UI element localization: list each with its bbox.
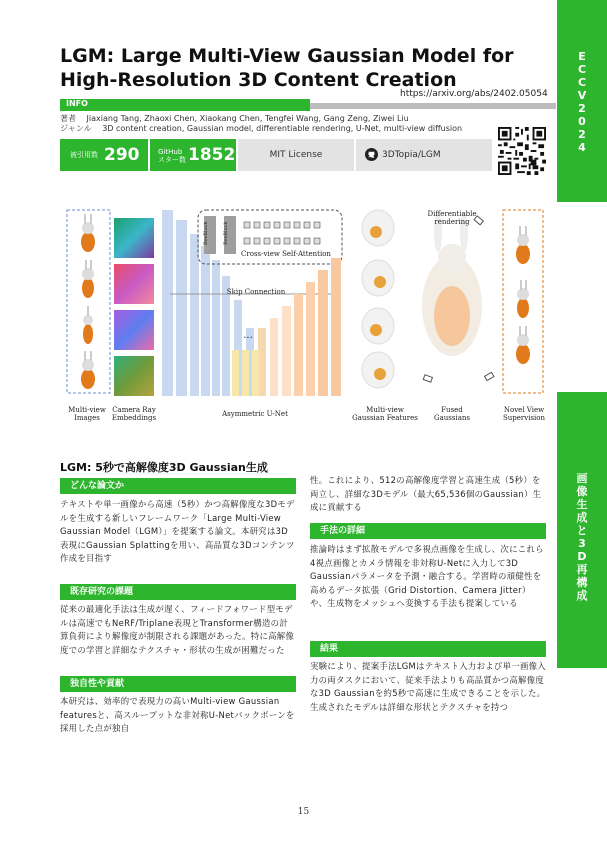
label-unet: Asymmetric U-Net [222, 410, 288, 418]
stars-label: GitHub スター数 [158, 148, 186, 164]
main-heading: LGM: 5秒で高解像度3D Gaussian生成 [60, 461, 268, 474]
label-skip: Skip Connection [226, 288, 286, 296]
architecture-figure [60, 198, 552, 430]
paper-title: LGM: Large Multi-View Gaussian Model for High-Resolution 3D Content Creation [60, 45, 514, 91]
label-resblock-1: ResBlock [203, 221, 209, 245]
label-camera-ray: Camera Ray Embeddings [111, 406, 157, 422]
section-body: 推論時はまず拡散モデルで多視点画像を生成し、次にこれら4視点画像とカメラ情報を非対称U-Netに入力して3D Gaussianパラメータを予測・融合する。学習時の頑健性を高めるデータ拡張（Grid Distortion、Camera Jitter）や、生成物をメッシュへ変換する手法も提案している [310, 544, 544, 608]
qr-code[interactable] [498, 127, 546, 175]
label-novel-view: Novel View Supervision [502, 406, 546, 422]
section-heading: 結果 [310, 641, 546, 657]
label-dots: ... [243, 330, 253, 341]
license-box: MIT License [238, 139, 354, 171]
info-bar-line [310, 103, 556, 109]
info-label: INFO [66, 99, 88, 108]
citations-value: 290 [104, 145, 140, 165]
section-heading: 独自性や貢献 [60, 676, 296, 692]
label-resblock-2: ResBlock [223, 221, 229, 245]
section-body: 本研究は、効率的で表現力の高いMulti-view Gaussian featuresと、高スループットな非対称U-Netバックボーンを採用した点が独自 [60, 696, 295, 733]
side-tab-category: 画 像 生 成 と 3 D 再 構 成 [557, 392, 607, 668]
paper-url[interactable]: https://arxiv.org/abs/2402.05054 [400, 89, 548, 99]
section-body-continuation: 性。これにより、512の高解像度学習と高速生成（5秒）を両立し、詳細な3Dモデル（最大65,536個のGaussian）生成に貢献する [310, 475, 542, 512]
genre-row [60, 123, 462, 134]
repo-name: 3DTopia/LGM [382, 150, 441, 160]
bunny-views [81, 214, 95, 389]
label-diff-render: Differentiable rendering [427, 210, 477, 226]
github-stars-box [150, 139, 236, 171]
info-bar-accent [60, 99, 310, 111]
genre: 3D content creation, Gaussian model, differentiable rendering, U-Net, multi-view diffusion [102, 124, 463, 133]
figure-graphic [60, 198, 552, 430]
section-body: テキストや単一画像から高速（5秒）かつ高解像度な3Dモデルを生成する新しいフレームワーク「Large Multi-View Gaussian Model（LGM）」を提案する論文。本研究は3D表現にGaussian Splattingを用い、高品質な3Dコンテンツ作成を目指す [60, 499, 295, 563]
label-mv-gaussian: Multi-view Gaussian Features [352, 406, 418, 422]
label-multiview-images: Multi-view Images [68, 406, 106, 422]
side-tab-eccv: E C C V 2 0 2 4 [557, 0, 607, 202]
label-fused: Fused Gaussians [434, 406, 470, 422]
authors: Jiaxiang Tang, Zhaoxi Chen, Xiaokang Chen, Tengfei Wang, Gang Zeng, Ziwei Liu [86, 114, 409, 123]
section-heading: 手法の詳細 [310, 523, 546, 539]
citation-count-box [60, 139, 148, 171]
page-number: 15 [297, 807, 310, 817]
label-cross-view: Cross-view Self-Attention [241, 250, 331, 258]
repo-link[interactable] [356, 139, 492, 171]
section-body: 従来の最適化手法は生成が遅く、フィードフォワード型モデルは高速でもNeRF/Triplane表現とTransformer構造の計算負荷により解像度が制限される課題があった。特に高解像度での学習と詳細なテクスチャ・形状の生成が困難だった [60, 604, 295, 655]
section-body: 実験により、提案手法LGMはテキスト入力および単一画像入力の両タスクにおいて、従来手法よりも高品質かつ高解像度な3D Gaussianを約5秒で高速に生成できることを示した。生成されたモデルは詳細な形状とテクスチャを持つ [310, 661, 546, 712]
citations-label: 被引用数 [70, 151, 98, 159]
genre-label: ジャンル [60, 124, 92, 133]
authors-label: 著者 [60, 114, 76, 123]
stars-value: 1852 [188, 145, 236, 165]
section-heading: 既存研究の課題 [60, 584, 296, 600]
section-heading: どんな論文か [60, 478, 296, 494]
github-icon [365, 148, 378, 161]
